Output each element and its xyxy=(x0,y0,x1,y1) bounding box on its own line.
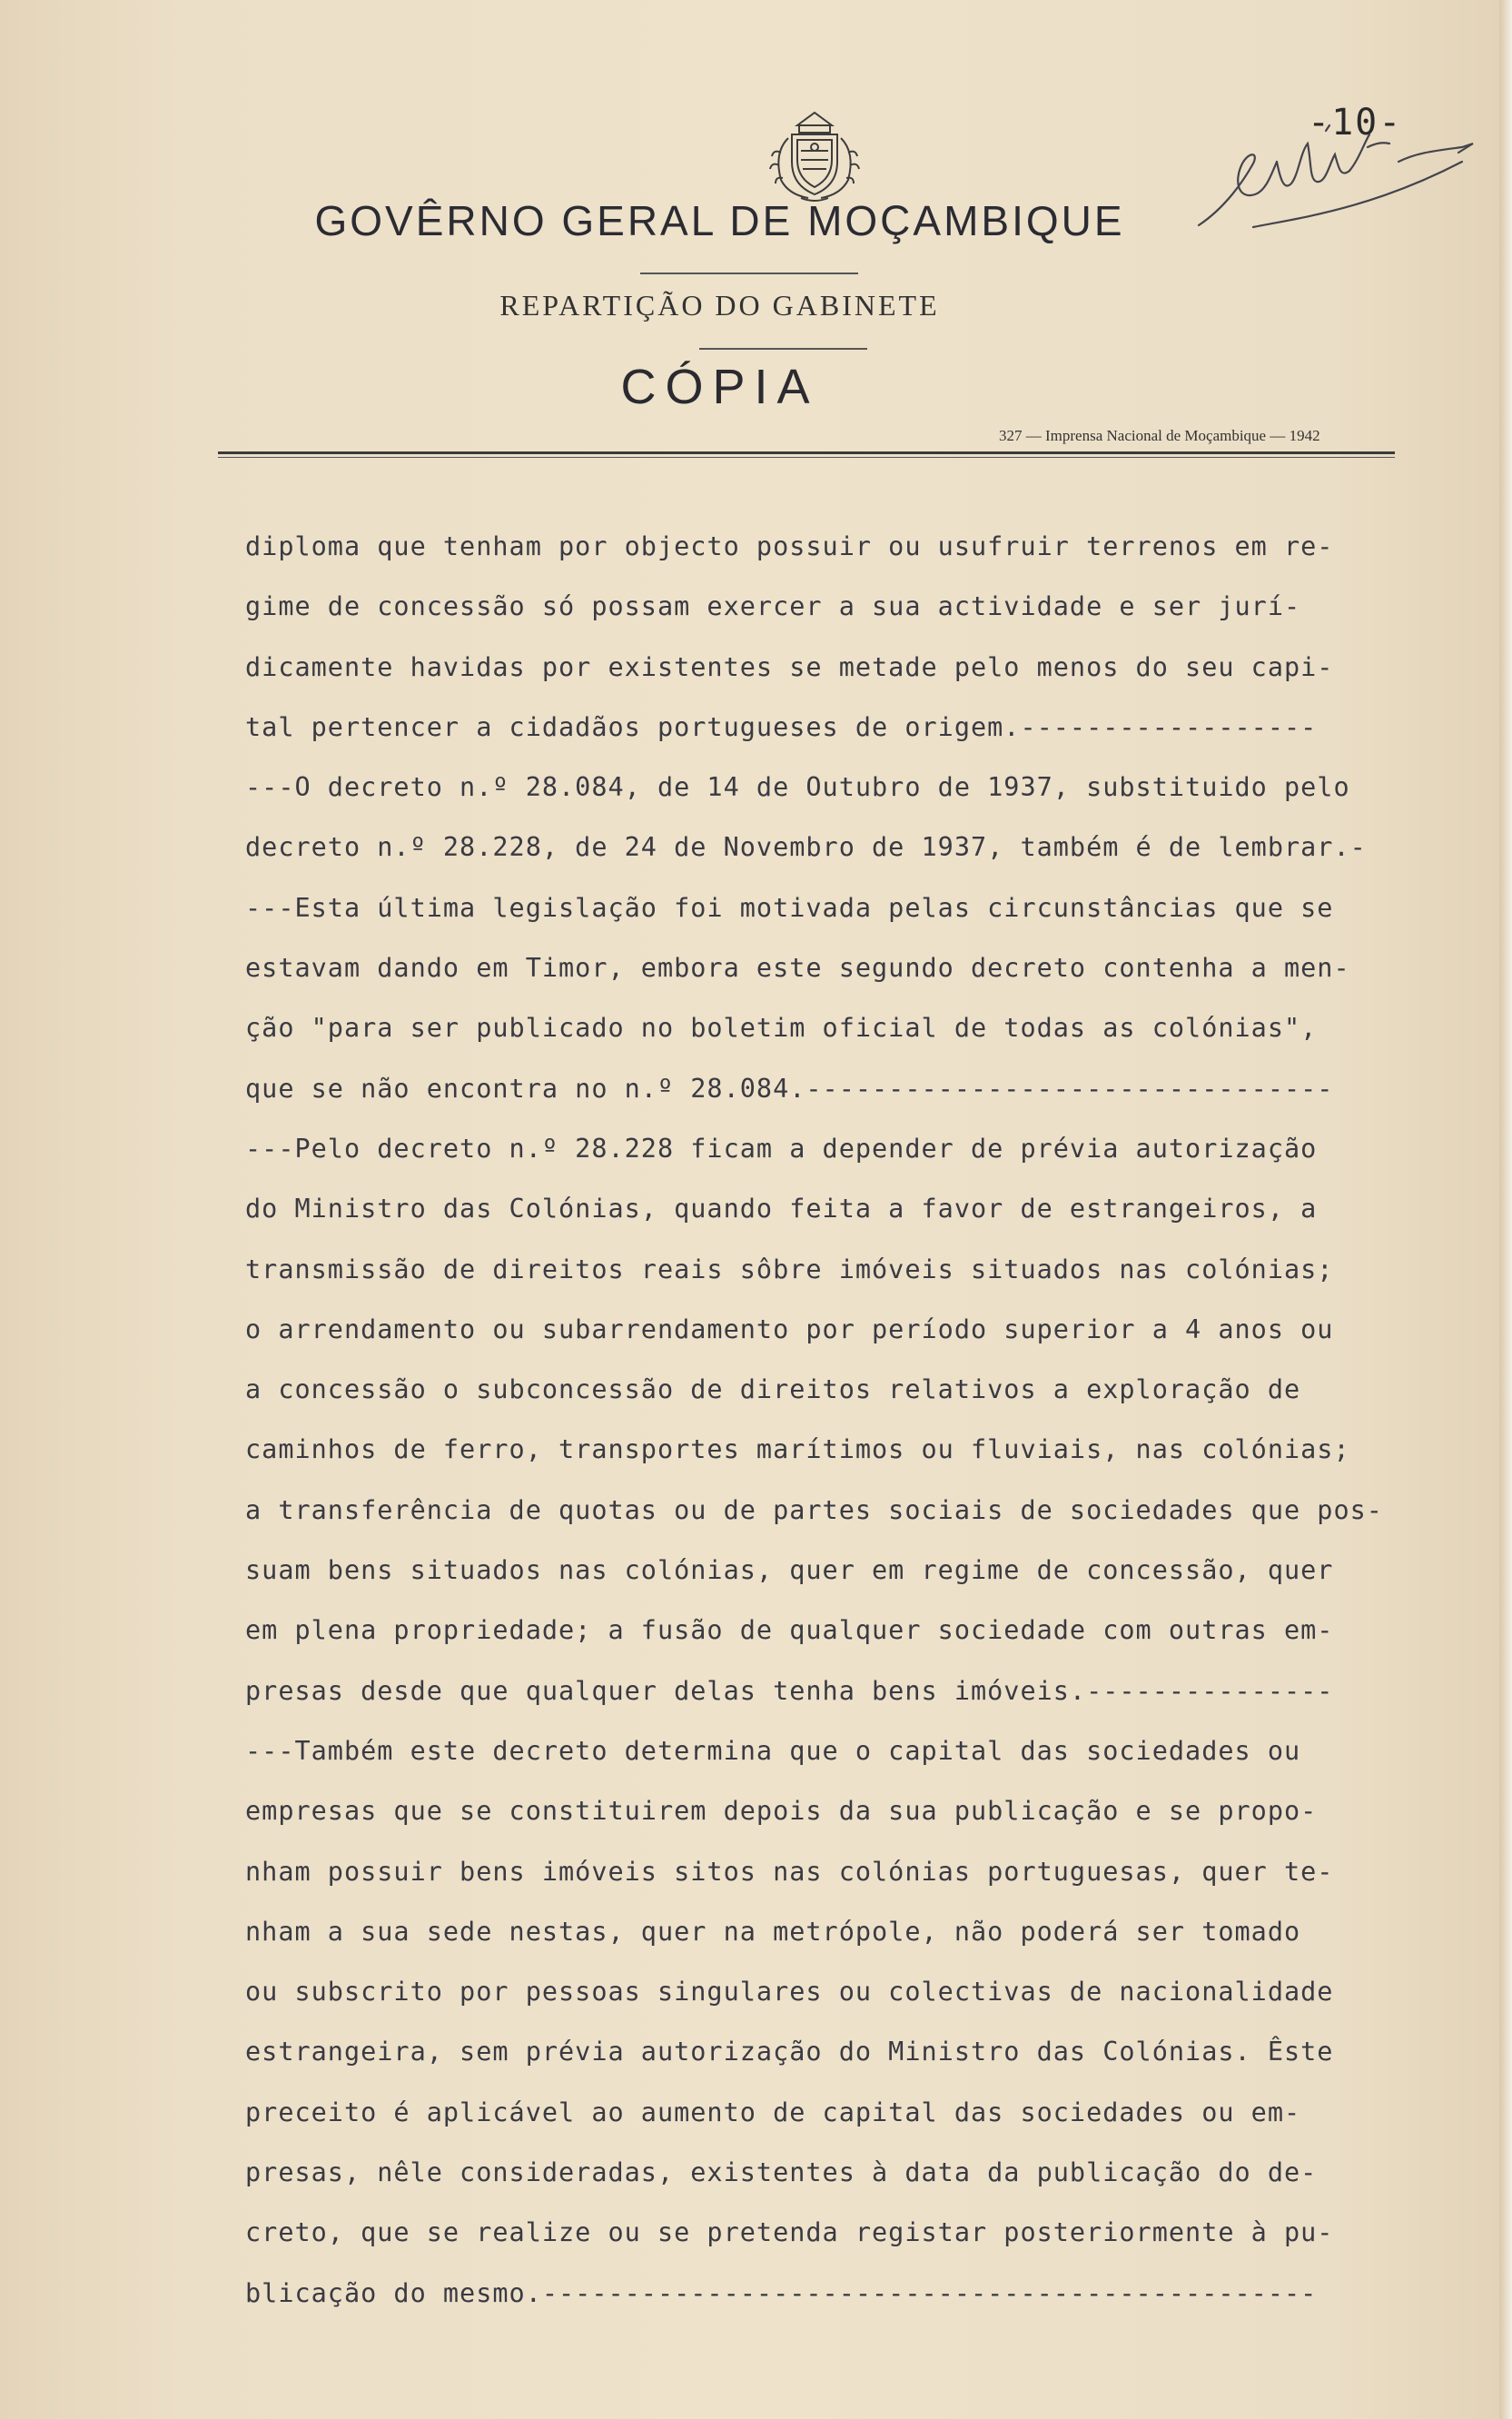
text-line: ---O decreto n.º 28.084, de 14 de Outubro de 1937, substituido pelo xyxy=(245,772,1350,803)
department-title xyxy=(0,289,1512,322)
typed-body-text xyxy=(245,529,1462,2335)
text-line: suam bens situados nas colónias, quer em regime de concessão, quer xyxy=(245,1555,1334,1586)
text-line: a concessão o subconcessão de direitos relativos a exploração de xyxy=(245,1374,1301,1405)
text-line: do Ministro das Colónias, quando feita a favor de estrangeiros, a xyxy=(245,1194,1318,1224)
text-line: creto, que se realize ou se pretenda registar posteriormente à pu- xyxy=(245,2217,1334,2248)
text-line: ---Esta última legislação foi motivada pelas circunstâncias que se xyxy=(245,892,1334,923)
text-line: que se não encontra no n.º 28.084.-------------------------------- xyxy=(245,1073,1334,1104)
text-line: decreto n.º 28.228, de 24 de Novembro de 1937, também é de lembrar.- xyxy=(245,832,1367,863)
text-line: nham a sua sede nestas, quer na metrópole, não poderá ser tomado xyxy=(245,1916,1301,1947)
text-line: empresas que se constituirem depois da sua publicação e se propo- xyxy=(245,1796,1318,1827)
text-line: ou subscrito por pessoas singulares ou colectivas de nacionalidade xyxy=(245,1977,1334,2008)
text-line: em plena propriedade; a fusão de qualquer sociedade com outras em- xyxy=(245,1615,1334,1646)
printer-note: 327 — Imprensa Nacional de Moçambique — 1942 xyxy=(999,427,1320,444)
page-number: -10- xyxy=(1308,102,1403,144)
government-title xyxy=(0,196,1512,245)
header-rule xyxy=(218,451,1395,454)
text-line: a transferência de quotas ou de partes sociais de sociedades que pos- xyxy=(245,1494,1383,1525)
text-line: estavam dando em Timor, embora este segundo decreto contenha a men- xyxy=(245,953,1350,984)
divider xyxy=(640,273,858,274)
copy-label xyxy=(0,359,1512,415)
text-line: presas desde que qualquer delas tenha bens imóveis.--------------- xyxy=(245,1675,1334,1706)
copy-label-text: CÓPIA xyxy=(620,360,819,414)
text-line: presas, nêle consideradas, existentes à data da publicação do de- xyxy=(245,2157,1318,2188)
text-line: gime de concessão só possam exercer a sua actividade e ser jurí- xyxy=(245,591,1301,622)
text-line: blicação do mesmo.----------------------------------------------- xyxy=(245,2277,1318,2308)
text-line: caminhos de ferro, transportes marítimos ou fluviais, nas colónias; xyxy=(245,1434,1350,1465)
text-line: dicamente havidas por existentes se metade pelo menos do seu capi- xyxy=(245,651,1334,682)
text-line: nham possuir bens imóveis sitos nas colónias portuguesas, quer te- xyxy=(245,1856,1334,1887)
divider xyxy=(699,348,867,350)
text-line: diploma que tenham por objecto possuir ou usufruir terrenos em re- xyxy=(245,531,1334,561)
text-line: ção "para ser publicado no boletim oficial de todas as colónias", xyxy=(245,1013,1318,1044)
header-rule-thin xyxy=(218,457,1395,458)
text-line: tal pertencer a cidadãos portugueses de origem.------------------ xyxy=(245,711,1318,742)
department-title-text: REPARTIÇÃO DO GABINETE xyxy=(499,289,940,322)
text-line: ---Pelo decreto n.º 28.228 ficam a depender de prévia autorização xyxy=(245,1133,1318,1164)
text-line: o arrendamento ou subarrendamento por período superior a 4 anos ou xyxy=(245,1314,1334,1344)
text-line: preceito é aplicável ao aumento de capital das sociedades ou em- xyxy=(245,2097,1301,2127)
government-title-text: GOVÊRNO GERAL DE MOÇAMBIQUE xyxy=(314,197,1125,244)
text-line: ---Também este decreto determina que o capital das sociedades ou xyxy=(245,1735,1301,1766)
text-line: transmissão de direitos reais sôbre imóveis situados nas colónias; xyxy=(245,1254,1334,1284)
text-line: estrangeira, sem prévia autorização do Ministro das Colónias. Êste xyxy=(245,2037,1334,2067)
coat-of-arms-emblem xyxy=(761,107,868,203)
